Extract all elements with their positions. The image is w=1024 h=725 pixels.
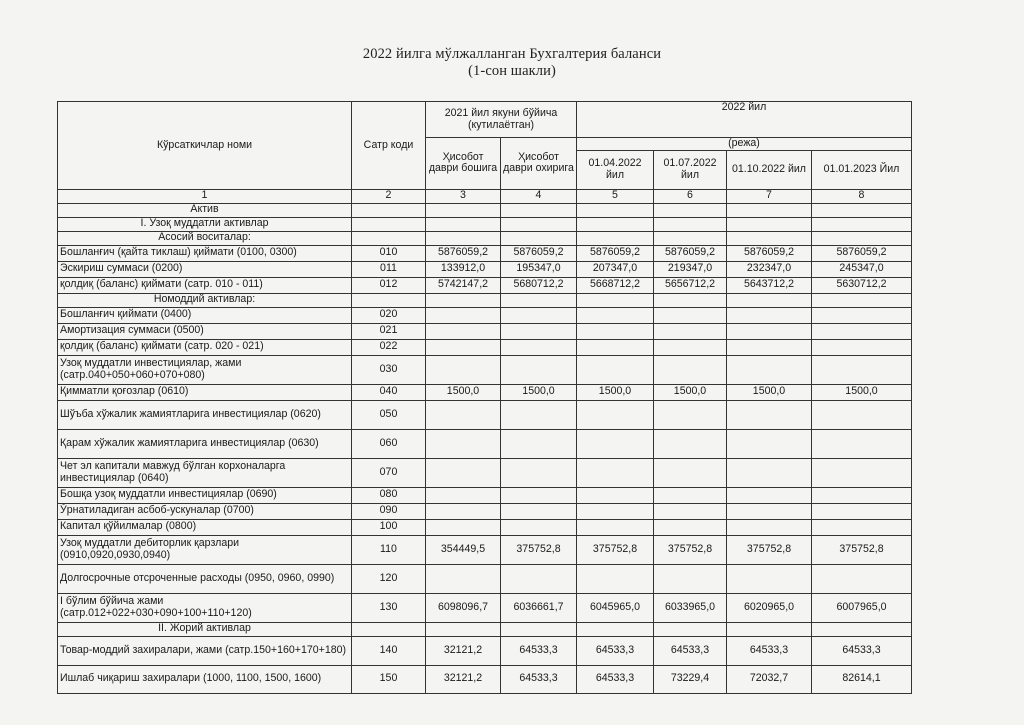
- row-name: Амортизация суммаси (0500): [58, 323, 352, 339]
- column-number: 4: [501, 189, 577, 203]
- empty-cell: [501, 217, 577, 231]
- value-cell: [501, 519, 577, 535]
- value-cell: [727, 323, 812, 339]
- empty-cell: [727, 622, 812, 636]
- column-number: 5: [577, 189, 654, 203]
- value-cell: 6036661,7: [501, 593, 577, 622]
- value-cell: [654, 487, 727, 503]
- value-cell: 73229,4: [654, 665, 727, 693]
- row-code: 020: [352, 307, 426, 323]
- value-cell: [426, 564, 501, 593]
- column-number: 8: [812, 189, 912, 203]
- value-cell: 1500,0: [727, 384, 812, 400]
- empty-cell: [501, 231, 577, 245]
- value-cell: 82614,1: [812, 665, 912, 693]
- empty-cell: [426, 231, 501, 245]
- table-row: [58, 400, 912, 429]
- empty-cell: [426, 622, 501, 636]
- table-row: [58, 339, 912, 355]
- value-cell: 232347,0: [727, 261, 812, 277]
- empty-cell: [727, 293, 812, 307]
- value-cell: [426, 458, 501, 487]
- row-name: Чет эл капитали мавжуд бўлган корхоналарга инвестициялар (0640): [58, 458, 352, 487]
- value-cell: [727, 458, 812, 487]
- value-cell: [654, 429, 727, 458]
- row-name: Бошланғич (қайта тиклаш) қиймати (0100, 0300): [58, 245, 352, 261]
- header-period-end: Ҳисобот даври охирига: [501, 138, 577, 190]
- empty-cell: [654, 203, 727, 217]
- value-cell: 64533,3: [727, 636, 812, 665]
- value-cell: [501, 458, 577, 487]
- value-cell: [501, 307, 577, 323]
- row-code: 120: [352, 564, 426, 593]
- header-row-code: Сатр коди: [352, 102, 426, 190]
- value-cell: 6033965,0: [654, 593, 727, 622]
- empty-cell: [727, 217, 812, 231]
- empty-cell: [352, 231, 426, 245]
- value-cell: [426, 307, 501, 323]
- empty-cell: [501, 293, 577, 307]
- empty-cell: [812, 217, 912, 231]
- value-cell: [654, 564, 727, 593]
- value-cell: [812, 503, 912, 519]
- section-row: [58, 293, 912, 307]
- value-cell: 64533,3: [577, 636, 654, 665]
- value-cell: [812, 487, 912, 503]
- value-cell: 219347,0: [654, 261, 727, 277]
- value-cell: [577, 429, 654, 458]
- section-row: [58, 203, 912, 217]
- value-cell: [577, 323, 654, 339]
- section-row: [58, 217, 912, 231]
- table-row: [58, 323, 912, 339]
- header-q4: 01.01.2023 Йил: [812, 150, 912, 189]
- value-cell: [426, 487, 501, 503]
- value-cell: [654, 503, 727, 519]
- value-cell: 1500,0: [501, 384, 577, 400]
- section-intangible-assets: Номоддий активлар:: [58, 293, 352, 307]
- value-cell: 6007965,0: [812, 593, 912, 622]
- value-cell: 32121,2: [426, 636, 501, 665]
- row-code: 090: [352, 503, 426, 519]
- section-aktiv: Актив: [58, 203, 352, 217]
- value-cell: [727, 307, 812, 323]
- row-name: Эскириш суммаси (0200): [58, 261, 352, 277]
- document-title: [0, 46, 1024, 80]
- header-plan-label: (режа): [577, 138, 912, 151]
- value-cell: [426, 339, 501, 355]
- empty-cell: [352, 622, 426, 636]
- table-row: [58, 593, 912, 622]
- value-cell: 5680712,2: [501, 277, 577, 293]
- value-cell: [501, 429, 577, 458]
- value-cell: [577, 458, 654, 487]
- empty-cell: [654, 622, 727, 636]
- table-row: [58, 429, 912, 458]
- value-cell: [812, 355, 912, 384]
- empty-cell: [501, 203, 577, 217]
- value-cell: [812, 458, 912, 487]
- column-number: 3: [426, 189, 501, 203]
- row-name: Шўъба хўжалик жамиятларига инвестициялар (0620): [58, 400, 352, 429]
- empty-cell: [654, 217, 727, 231]
- value-cell: 375752,8: [501, 535, 577, 564]
- row-name: Бошқа узоқ муддатли инвестициялар (0690): [58, 487, 352, 503]
- value-cell: 72032,7: [727, 665, 812, 693]
- value-cell: 375752,8: [577, 535, 654, 564]
- value-cell: [501, 564, 577, 593]
- value-cell: [654, 323, 727, 339]
- header-2021-group: 2021 йил якуни бўйича (кутилаётган): [426, 102, 577, 138]
- row-name: Узоқ муддатли дебиторлик қарзлари (0910,0920,0930,0940): [58, 535, 352, 564]
- value-cell: 6020965,0: [727, 593, 812, 622]
- section-long-term-assets: I. Узоқ муддатли активлар: [58, 217, 352, 231]
- value-cell: [501, 503, 577, 519]
- value-cell: [577, 519, 654, 535]
- value-cell: [426, 503, 501, 519]
- value-cell: 5876059,2: [426, 245, 501, 261]
- value-cell: 1500,0: [654, 384, 727, 400]
- value-cell: [812, 429, 912, 458]
- value-cell: 64533,3: [501, 636, 577, 665]
- value-cell: [812, 564, 912, 593]
- empty-cell: [577, 203, 654, 217]
- table-row: [58, 355, 912, 384]
- row-code: 012: [352, 277, 426, 293]
- value-cell: [654, 339, 727, 355]
- value-cell: 5876059,2: [727, 245, 812, 261]
- value-cell: 5876059,2: [501, 245, 577, 261]
- empty-cell: [654, 231, 727, 245]
- value-cell: [501, 400, 577, 429]
- column-number: 7: [727, 189, 812, 203]
- row-code: 140: [352, 636, 426, 665]
- row-code: 021: [352, 323, 426, 339]
- row-code: 070: [352, 458, 426, 487]
- value-cell: [501, 487, 577, 503]
- table-row: [58, 636, 912, 665]
- value-cell: [501, 323, 577, 339]
- title-line-2: (1-сон шакли): [468, 63, 556, 79]
- table-row: [58, 503, 912, 519]
- value-cell: [426, 519, 501, 535]
- value-cell: [812, 339, 912, 355]
- value-cell: [727, 339, 812, 355]
- value-cell: 195347,0: [501, 261, 577, 277]
- empty-cell: [352, 203, 426, 217]
- row-name: Бошланғич қиймати (0400): [58, 307, 352, 323]
- empty-cell: [727, 231, 812, 245]
- row-name: Ўрнатиладиган асбоб-ускуналар (0700): [58, 503, 352, 519]
- value-cell: 64533,3: [654, 636, 727, 665]
- table-row: [58, 487, 912, 503]
- column-number: 2: [352, 189, 426, 203]
- empty-cell: [352, 217, 426, 231]
- empty-cell: [352, 293, 426, 307]
- value-cell: [654, 458, 727, 487]
- row-name: I бўлим бўйича жами (сатр.012+022+030+090+100+110+120): [58, 593, 352, 622]
- value-cell: 5668712,2: [577, 277, 654, 293]
- value-cell: [727, 400, 812, 429]
- table-row: [58, 261, 912, 277]
- value-cell: [727, 503, 812, 519]
- value-cell: [727, 355, 812, 384]
- value-cell: 5742147,2: [426, 277, 501, 293]
- row-code: 080: [352, 487, 426, 503]
- value-cell: [654, 307, 727, 323]
- section-row: [58, 622, 912, 636]
- row-code: 100: [352, 519, 426, 535]
- section-current-assets: II. Жорий активлар: [58, 622, 352, 636]
- row-name: Капитал қўйилмалар (0800): [58, 519, 352, 535]
- column-number: 6: [654, 189, 727, 203]
- value-cell: [577, 400, 654, 429]
- table-row: [58, 307, 912, 323]
- value-cell: [501, 355, 577, 384]
- row-code: 130: [352, 593, 426, 622]
- empty-cell: [426, 293, 501, 307]
- table-row: [58, 277, 912, 293]
- value-cell: 375752,8: [812, 535, 912, 564]
- value-cell: 207347,0: [577, 261, 654, 277]
- value-cell: [654, 519, 727, 535]
- value-cell: 64533,3: [577, 665, 654, 693]
- balance-sheet-table: [57, 101, 912, 694]
- header-indicator-name: Кўрсаткичлар номи: [58, 102, 352, 190]
- value-cell: 245347,0: [812, 261, 912, 277]
- value-cell: 375752,8: [727, 535, 812, 564]
- value-cell: 1500,0: [812, 384, 912, 400]
- value-cell: 133912,0: [426, 261, 501, 277]
- value-cell: [577, 355, 654, 384]
- section-fixed-assets: Асосий воситалар:: [58, 231, 352, 245]
- header-period-start: Ҳисобот даври бошига: [426, 138, 501, 190]
- title-line-1: 2022 йилга мўлжалланган Бухгалтерия баланси: [362, 46, 662, 62]
- empty-cell: [577, 622, 654, 636]
- empty-cell: [812, 293, 912, 307]
- table-row: [58, 519, 912, 535]
- value-cell: 64533,3: [812, 636, 912, 665]
- value-cell: 5876059,2: [812, 245, 912, 261]
- empty-cell: [501, 622, 577, 636]
- value-cell: [577, 564, 654, 593]
- empty-cell: [426, 217, 501, 231]
- table-row: [58, 535, 912, 564]
- row-code: 060: [352, 429, 426, 458]
- table-row: [58, 384, 912, 400]
- value-cell: [727, 564, 812, 593]
- value-cell: 5876059,2: [654, 245, 727, 261]
- value-cell: 5630712,2: [812, 277, 912, 293]
- row-code: 011: [352, 261, 426, 277]
- value-cell: [727, 429, 812, 458]
- header-q3: 01.10.2022 йил: [727, 150, 812, 189]
- value-cell: [577, 307, 654, 323]
- empty-cell: [426, 203, 501, 217]
- row-code: 030: [352, 355, 426, 384]
- empty-cell: [577, 231, 654, 245]
- empty-cell: [812, 231, 912, 245]
- empty-cell: [654, 293, 727, 307]
- row-name: Қимматли қоғозлар (0610): [58, 384, 352, 400]
- value-cell: [812, 519, 912, 535]
- empty-cell: [577, 293, 654, 307]
- empty-cell: [577, 217, 654, 231]
- header-q2: 01.07.2022 йил: [654, 150, 727, 189]
- value-cell: [654, 400, 727, 429]
- empty-cell: [727, 203, 812, 217]
- value-cell: [426, 429, 501, 458]
- value-cell: [577, 503, 654, 519]
- row-code: 150: [352, 665, 426, 693]
- header-2022-group: 2022 йил: [577, 102, 912, 138]
- value-cell: [727, 519, 812, 535]
- row-code: 022: [352, 339, 426, 355]
- value-cell: [812, 307, 912, 323]
- value-cell: 32121,2: [426, 665, 501, 693]
- value-cell: 5643712,2: [727, 277, 812, 293]
- row-name: Ишлаб чиқариш захиралари (1000, 1100, 1500, 1600): [58, 665, 352, 693]
- row-code: 010: [352, 245, 426, 261]
- value-cell: 375752,8: [654, 535, 727, 564]
- value-cell: [812, 323, 912, 339]
- value-cell: [812, 400, 912, 429]
- empty-cell: [812, 203, 912, 217]
- row-code: 040: [352, 384, 426, 400]
- section-row: [58, 231, 912, 245]
- row-name: Товар-моддий захиралари, жами (сатр.150+160+170+180): [58, 636, 352, 665]
- row-name: қолдиқ (баланс) қиймати (сатр. 020 - 021): [58, 339, 352, 355]
- table-row: [58, 245, 912, 261]
- column-number: 1: [58, 189, 352, 203]
- value-cell: [577, 339, 654, 355]
- table-row: [58, 564, 912, 593]
- row-code: 050: [352, 400, 426, 429]
- value-cell: [727, 487, 812, 503]
- value-cell: [577, 487, 654, 503]
- value-cell: [654, 355, 727, 384]
- table-row: [58, 458, 912, 487]
- value-cell: [426, 400, 501, 429]
- row-name: Узоқ муддатли инвестициялар, жами (сатр.040+050+060+070+080): [58, 355, 352, 384]
- table-row: [58, 665, 912, 693]
- value-cell: 64533,3: [501, 665, 577, 693]
- value-cell: [426, 355, 501, 384]
- row-code: 110: [352, 535, 426, 564]
- value-cell: 6045965,0: [577, 593, 654, 622]
- value-cell: 1500,0: [426, 384, 501, 400]
- row-name: қолдиқ (баланс) қиймати (сатр. 010 - 011): [58, 277, 352, 293]
- value-cell: 5656712,2: [654, 277, 727, 293]
- empty-cell: [812, 622, 912, 636]
- value-cell: 354449,5: [426, 535, 501, 564]
- header-q1: 01.04.2022 йил: [577, 150, 654, 189]
- value-cell: 6098096,7: [426, 593, 501, 622]
- row-name: Қарам хўжалик жамиятларига инвестициялар (0630): [58, 429, 352, 458]
- value-cell: 1500,0: [577, 384, 654, 400]
- row-name: Долгосрочные отсроченные расходы (0950, 0960, 0990): [58, 564, 352, 593]
- value-cell: 5876059,2: [577, 245, 654, 261]
- value-cell: [501, 339, 577, 355]
- value-cell: [426, 323, 501, 339]
